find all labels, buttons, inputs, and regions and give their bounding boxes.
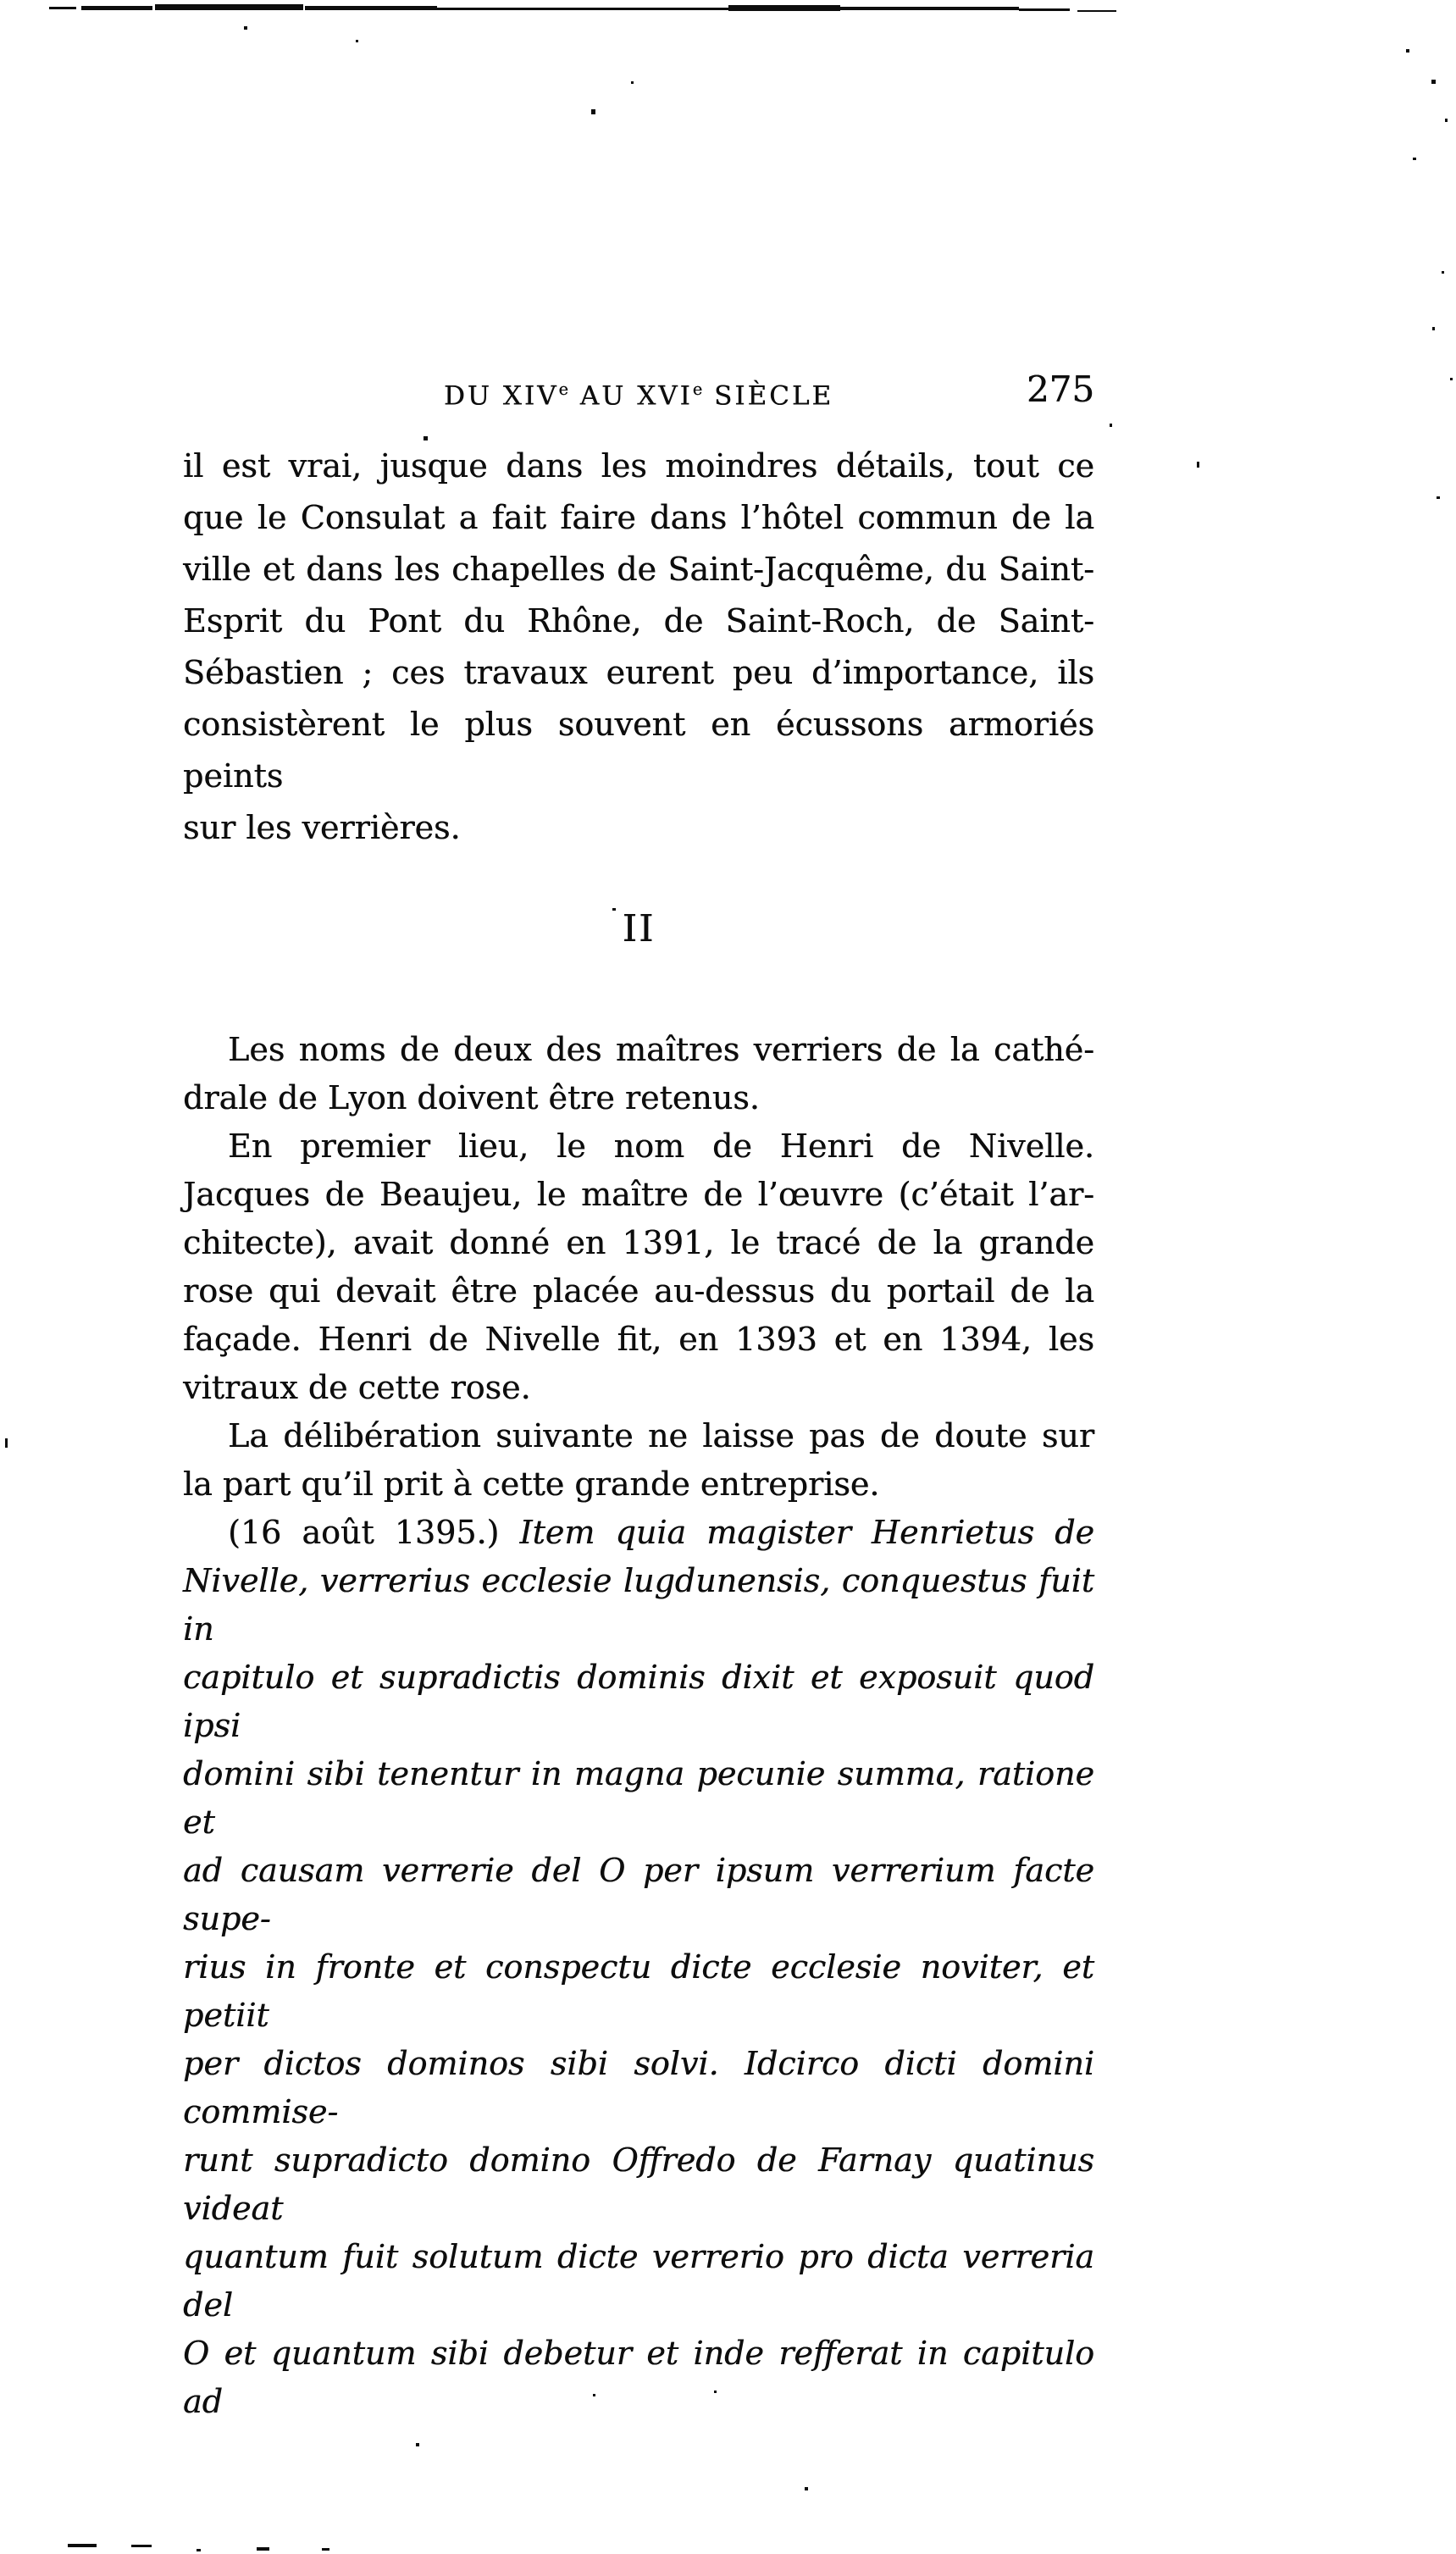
scan-noise-mark bbox=[437, 8, 583, 10]
scan-noise-mark bbox=[1077, 10, 1116, 12]
scan-noise-mark bbox=[197, 2549, 201, 2551]
text-line bbox=[183, 802, 1094, 854]
scan-noise-mark bbox=[1432, 327, 1435, 330]
body-text: Sébastien ; ces travaux eurent peu d’importance, ils bbox=[183, 654, 1094, 691]
scan-noise-mark bbox=[728, 5, 840, 11]
body-text: façade. Henri de Nivelle fit, en 1393 et en 1394, les bbox=[183, 1321, 1094, 1358]
scan-noise-mark bbox=[591, 109, 595, 114]
text-line bbox=[183, 1074, 1094, 1122]
scan-noise-mark bbox=[1019, 8, 1070, 11]
latin-italic-text: O et quantum sibi debetur et inde refferat in capitulo ad bbox=[183, 2335, 1094, 2420]
text-line bbox=[183, 2136, 1094, 2233]
latin-italic-text: Item quia magister Henrietus de bbox=[519, 1514, 1094, 1551]
body-text: drale de Lyon doivent être retenus. bbox=[183, 1079, 760, 1116]
page-number: 275 bbox=[1026, 368, 1094, 410]
title-text: DU XIV bbox=[443, 380, 559, 412]
body-text: il est vrai, jusque dans les moindres détails, tout ce bbox=[183, 447, 1094, 485]
title-text: SIÈCLE bbox=[703, 380, 834, 412]
body-text: consistèrent le plus souvent en écussons armoriés peints bbox=[183, 706, 1094, 795]
text-line bbox=[183, 1364, 1094, 1412]
text-line bbox=[183, 1460, 1094, 1509]
text-line bbox=[183, 1219, 1094, 1267]
text-line bbox=[183, 2040, 1094, 2136]
body-text: vitraux de cette rose. bbox=[183, 1369, 531, 1406]
latin-italic-text: runt supradicto domino Offredo de Farnay quatinus videat bbox=[183, 2141, 1094, 2227]
scan-noise-mark bbox=[805, 2487, 808, 2490]
scan-noise-mark bbox=[81, 6, 152, 10]
text-line bbox=[183, 596, 1094, 647]
latin-italic-text: rius in fronte et conspectu dicte ecclesie noviter, et petiit bbox=[183, 1948, 1094, 2034]
text-line bbox=[183, 1943, 1094, 2040]
text-line bbox=[183, 647, 1094, 699]
latin-italic-text: quantum fuit solutum dicte verrerio pro dicta verreria del bbox=[183, 2238, 1094, 2324]
latin-italic-text: Nivelle, verrerius ecclesie lugdunensis, conquestus fuit in bbox=[183, 1562, 1094, 1648]
scan-noise-mark bbox=[322, 2548, 329, 2551]
scan-noise-mark bbox=[1406, 49, 1409, 53]
text-line bbox=[183, 1509, 1094, 1557]
scan-noise-mark bbox=[244, 26, 247, 30]
text-line bbox=[183, 1122, 1094, 1171]
body-text: rose qui devait être placée au-dessus du portail de la bbox=[183, 1272, 1094, 1310]
latin-italic-text: capitulo et supradictis dominis dixit et exposuit quod ipsi bbox=[183, 1659, 1094, 1744]
scan-noise-mark bbox=[1197, 462, 1199, 468]
body-text: Les noms de deux des maîtres verriers de la cathé- bbox=[228, 1031, 1094, 1068]
text-line bbox=[183, 699, 1094, 802]
body-text: Esprit du Pont du Rhône, de Saint-Roch, de Saint- bbox=[183, 602, 1094, 640]
scan-noise-mark bbox=[1450, 378, 1453, 380]
body-text: Jacques de Beaujeu, le maître de l’œuvre (c’était l’ar- bbox=[183, 1176, 1094, 1213]
text-line bbox=[183, 1026, 1094, 1074]
scan-noise-mark bbox=[257, 2547, 269, 2551]
paragraph-block-1 bbox=[183, 440, 1094, 854]
body-text: sur les verrières. bbox=[183, 809, 461, 846]
scan-noise-mark bbox=[583, 8, 728, 10]
scan-noise-mark bbox=[1437, 496, 1440, 499]
text-line bbox=[183, 440, 1094, 492]
scan-noise-mark bbox=[840, 7, 1019, 10]
text-line bbox=[183, 1171, 1094, 1219]
latin-italic-text: per dictos dominos sibi solvi. Idcirco dicti domini commise- bbox=[183, 2045, 1094, 2130]
title-text: AU XVI bbox=[568, 380, 693, 412]
scan-noise-mark bbox=[305, 6, 437, 10]
text-line bbox=[183, 1412, 1094, 1460]
body-text: En premier lieu, le nom de Henri de Nivelle. bbox=[228, 1127, 1094, 1165]
text-line bbox=[183, 1316, 1094, 1364]
scan-noise-mark bbox=[356, 40, 358, 42]
scan-noise-mark bbox=[631, 81, 634, 84]
scan-noise-mark bbox=[5, 1438, 8, 1448]
text-line bbox=[183, 492, 1094, 544]
text-line bbox=[183, 1750, 1094, 1847]
scan-noise-mark bbox=[68, 2544, 97, 2547]
text-line bbox=[183, 1557, 1094, 1654]
ordinal-superscript: e bbox=[692, 379, 704, 399]
text-line bbox=[183, 2330, 1094, 2426]
scan-noise-mark bbox=[1413, 158, 1416, 160]
text-line bbox=[183, 1654, 1094, 1750]
body-text: chitecte), avait donné en 1391, le tracé de la grande bbox=[183, 1224, 1094, 1261]
latin-italic-text: domini sibi tenentur in magna pecunie summa, ratione et bbox=[183, 1755, 1094, 1841]
scan-noise-mark bbox=[416, 2443, 419, 2446]
section-heading: II bbox=[622, 907, 656, 950]
scan-noise-mark bbox=[1445, 119, 1448, 122]
scan-noise-mark bbox=[1110, 424, 1112, 427]
scan-noise-mark bbox=[49, 7, 76, 9]
text-line bbox=[183, 1847, 1094, 1943]
running-header bbox=[183, 368, 1094, 432]
chapter-title bbox=[183, 373, 1094, 413]
text-line bbox=[183, 1267, 1094, 1316]
scan-noise-mark bbox=[155, 4, 303, 10]
body-text: La délibération suivante ne laisse pas de doute sur bbox=[228, 1417, 1094, 1454]
ordinal-superscript: e bbox=[558, 379, 569, 399]
scan-noise-mark bbox=[131, 2545, 152, 2547]
body-text: (16 août 1395.) bbox=[228, 1514, 520, 1551]
text-line bbox=[183, 544, 1094, 596]
text-line bbox=[183, 2233, 1094, 2330]
paragraph-block-2 bbox=[183, 1026, 1094, 2426]
body-text: la part qu’il prit à cette grande entreprise. bbox=[183, 1465, 880, 1503]
body-text: que le Consulat a fait faire dans l’hôtel commun de la bbox=[183, 499, 1094, 536]
body-text: ville et dans les chapelles de Saint-Jacquême, du Saint- bbox=[183, 551, 1094, 588]
latin-italic-text: ad causam verrerie del O per ipsum verrerium facte supe- bbox=[183, 1852, 1094, 1937]
scan-noise-mark bbox=[1442, 271, 1444, 274]
scan-noise-mark bbox=[1431, 80, 1436, 84]
